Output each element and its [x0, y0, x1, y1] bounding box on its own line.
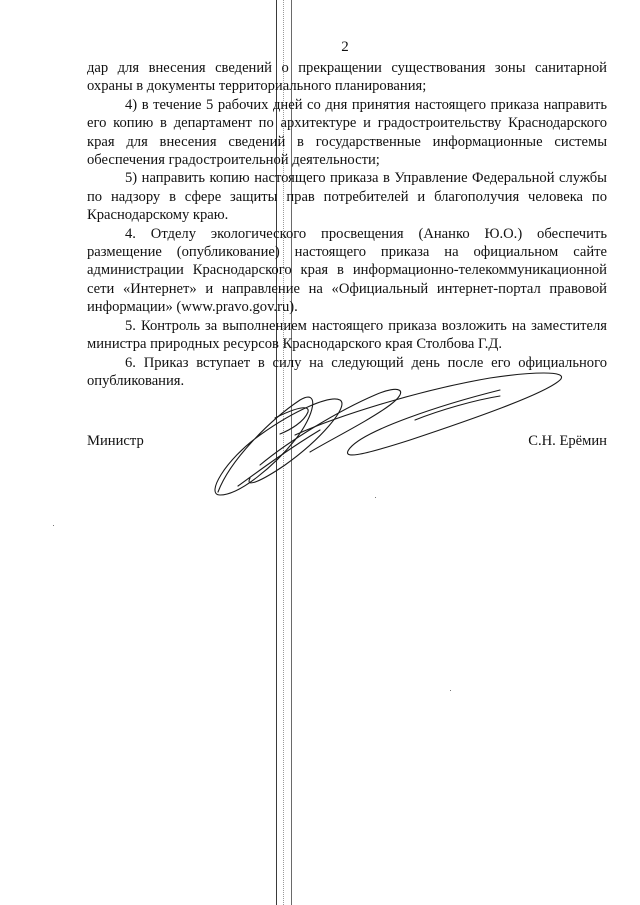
scan-speck [53, 525, 54, 526]
page-number: 2 [341, 39, 349, 55]
signatory-name: С.Н. Ерёмин [528, 433, 607, 449]
paragraph-point-4: 4. Отделу экологического просвещения (Ананко Ю.О.) обеспечить размещение (опубликование) настоящего приказа на официальном сайте администрации Краснодарского края в информационно-телекоммуникационной сети «Интернет» и направление на «Официальный интернет-портал правовой информации» (www.pravo.gov.ru). [87, 225, 607, 316]
paragraph-continuation: дар для внесения сведений о прекращении существования зоны санитарной охраны в документы территориального планирования; [87, 60, 607, 95]
paragraph-point-6: 6. Приказ вступает в силу на следующий день после его официального опубликования. [87, 354, 607, 389]
document-body [87, 59, 607, 390]
paragraph-item-5: 5) направить копию настоящего приказа в Управление Федеральной службы по надзору в сфере защиты прав потребителей и благополучия человека по Краснодарскому краю. [87, 170, 607, 224]
paragraph-item-4: 4) в течение 5 рабочих дней со дня принятия настоящего приказа направить его копию в департамент по архитектуре и градостроительству Краснодарского края для внесения сведений в государственные информационные системы обеспечения градостроительной деятельности; [87, 96, 607, 169]
scan-speck [450, 690, 451, 691]
signature-row [87, 432, 607, 452]
paragraph-point-5: 5. Контроль за выполнением настоящего приказа возложить на заместителя министра природных ресурсов Краснодарского края Столбова Г.Д. [87, 317, 607, 353]
signatory-title: Министр [87, 433, 144, 449]
scan-speck [375, 497, 376, 498]
